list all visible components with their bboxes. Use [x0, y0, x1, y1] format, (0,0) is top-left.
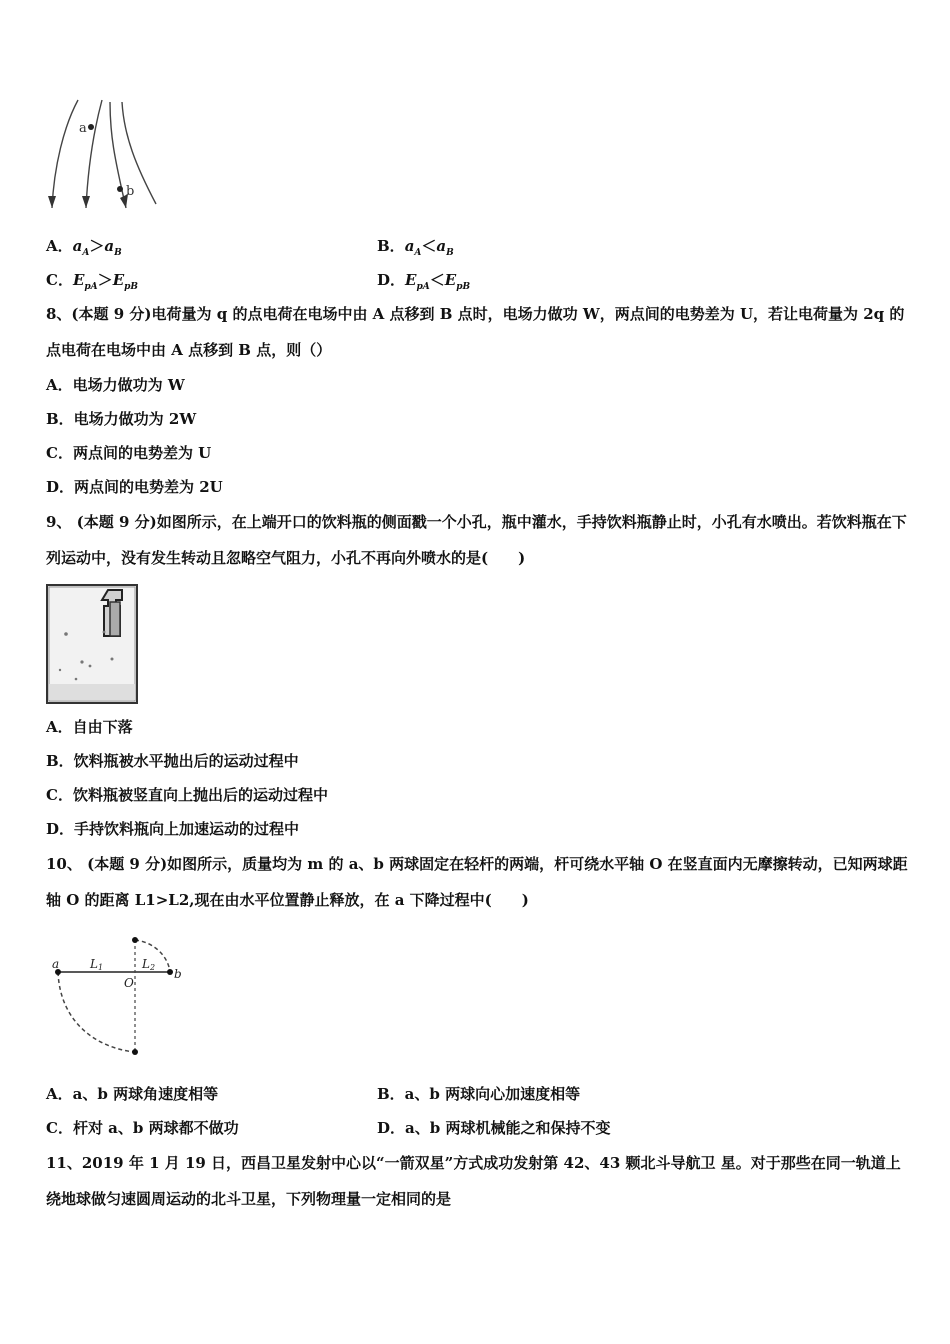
q10-stem: 10、 (本题 9 分)如图所示，质量均为 m 的 a、b 两球固定在轻杆的两端，杆可绕水平轴 O 在竖直面内无摩擦转动，已知两球距轴 O 的距离 L1>L2,现在由水平位置静止释放，在 a 下降过程中( )	[46, 855, 908, 909]
field-lines-figure	[40, 96, 170, 218]
ball-a-label: a	[52, 957, 60, 971]
q9-option-b: B．饮料瓶被水平抛出后的运动过程中	[46, 752, 299, 770]
q8-stem: 8、(本题 9 分)电荷量为 q 的点电荷在电场中由 A 点移到 B 点时，电场力做功 W，两点间的电势差为 U，若让电荷量为 2q 的点电荷在电场中由 A 点移到 B 点，则（）	[46, 305, 905, 359]
q7-option-a: A．$a_A>a_B$	[46, 237, 122, 258]
q7-option-d: D．$E_{pA}<E_{pB}$	[377, 271, 471, 292]
svg-text:L1: L1	[90, 957, 104, 972]
q8-option-a: A．电场力做功为 W	[46, 376, 185, 394]
bottle-photo	[46, 584, 138, 704]
q9-option-d: D．手持饮料瓶向上加速运动的过程中	[46, 820, 300, 838]
point-a-label: a	[79, 121, 87, 136]
q9-stem: 9、 (本题 9 分)如图所示，在上端开口的饮料瓶的侧面戳一个小孔，瓶中灌水，手持饮料瓶静止时，小孔有水喷出。若饮料瓶在下列运动中，没有发生转动且忽略空气阻力，小孔不再向外喷水的是( )	[46, 513, 907, 567]
svg-text:L2: L2	[142, 957, 156, 972]
axis-o-label: O	[124, 976, 134, 990]
q9-option-c: C．饮料瓶被竖直向上抛出后的运动过程中	[46, 786, 328, 804]
q10-option-b: B．a、b 两球向心加速度相等	[377, 1085, 581, 1103]
point-b-label: b	[126, 184, 135, 199]
q10-option-a: A．a、b 两球角速度相等	[46, 1085, 219, 1103]
q8-option-b: B．电场力做功为 2W	[46, 410, 197, 428]
q8-option-c: C．两点间的电势差为 U	[46, 444, 212, 462]
q10-option-d: D．a、b 两球机械能之和保持不变	[377, 1119, 611, 1137]
q7-option-c: C．$E_{pA}>E_{pB}$	[46, 271, 139, 292]
q11-stem: 11、2019 年 1 月 19 日，西昌卫星发射中心以“一箭双星”方式成功发射第 42、43 颗北斗导航卫 星。对于那些在同一轨道上绕地球做匀速圆周运动的北斗卫星，下列物理量一定相同的是	[46, 1154, 901, 1208]
q10-option-c: C．杆对 a、b 两球都不做功	[46, 1119, 239, 1137]
rod-rotation-figure	[46, 932, 196, 1062]
q8-option-d: D．两点间的电势差为 2U	[46, 478, 223, 496]
q9-option-a: A．自由下落	[46, 718, 133, 736]
q7-option-b: B．$a_A<a_B$	[377, 237, 454, 258]
ball-b-label: b	[174, 967, 182, 981]
